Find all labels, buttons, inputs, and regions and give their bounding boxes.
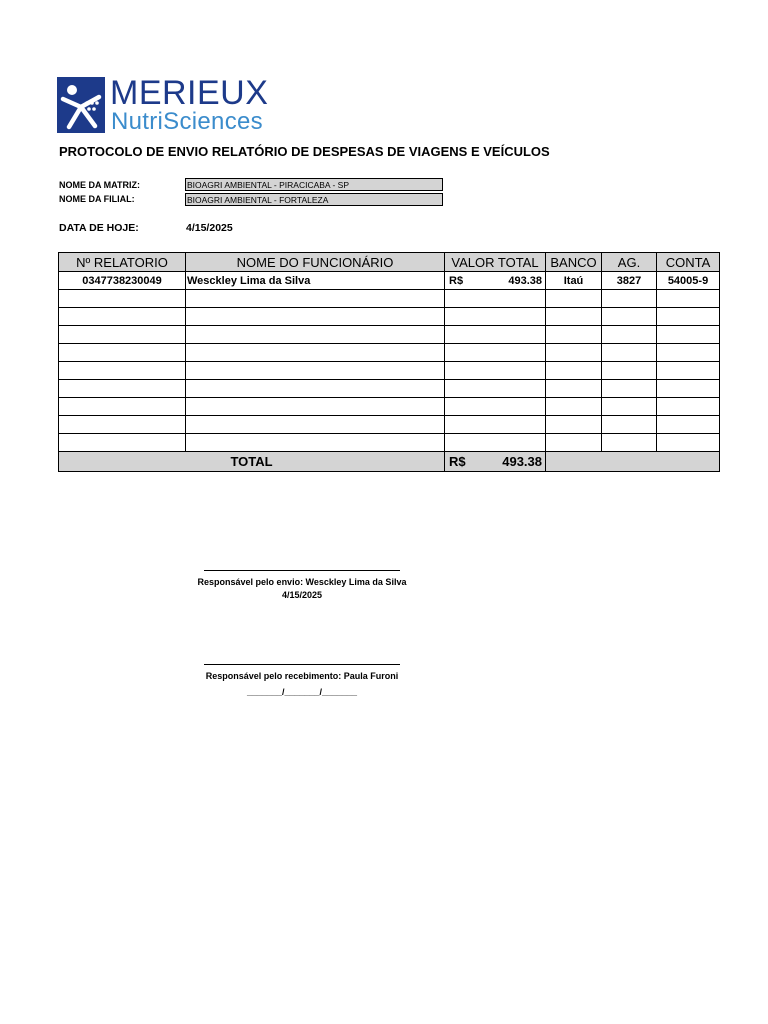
table-row-empty: [59, 344, 720, 362]
sender-signature-label: Responsável pelo envio: Wesckley Lima da Silva: [197, 577, 407, 587]
empty-cell: [59, 344, 186, 362]
matriz-value: BIOAGRI AMBIENTAL - PIRACICABA - SP: [185, 178, 443, 191]
empty-cell: [546, 290, 602, 308]
total-empty-cell: [546, 452, 720, 472]
empty-cell: [445, 416, 546, 434]
table-row-empty: [59, 362, 720, 380]
matriz-label: NOME DA MATRIZ:: [59, 180, 140, 190]
cell-relatorio: 0347738230049: [59, 272, 186, 290]
expense-table: [58, 252, 720, 472]
empty-cell: [186, 416, 445, 434]
empty-cell: [546, 434, 602, 452]
brand-line1: MERIEUX: [110, 74, 269, 112]
brand-line2: NutriSciences: [111, 108, 263, 135]
receiver-signature-date: _______/_______/_______: [246, 687, 358, 697]
empty-cell: [445, 398, 546, 416]
empty-cell: [657, 398, 720, 416]
sender-signature-line: [204, 570, 400, 571]
col-header-valor: VALOR TOTAL: [445, 253, 546, 272]
date-label: DATA DE HOJE:: [59, 222, 139, 234]
cell-funcionario: Wesckley Lima da Silva: [186, 272, 445, 290]
receiver-signature-label: Responsável pelo recebimento: Paula Furoni: [205, 671, 399, 681]
total-currency: R$: [449, 454, 466, 469]
document-title: PROTOCOLO DE ENVIO RELATÓRIO DE DESPESAS DE VIAGENS E VEÍCULOS: [59, 144, 550, 159]
empty-cell: [186, 290, 445, 308]
table-header-row: [59, 253, 720, 272]
cell-valor: [445, 272, 546, 290]
empty-cell: [657, 380, 720, 398]
empty-cell: [445, 380, 546, 398]
cell-amount: 493.38: [508, 274, 542, 287]
sender-signature-date: 4/15/2025: [281, 590, 323, 600]
empty-cell: [602, 416, 657, 434]
empty-cell: [186, 308, 445, 326]
empty-cell: [546, 326, 602, 344]
empty-cell: [59, 398, 186, 416]
empty-cell: [602, 398, 657, 416]
cell-currency: R$: [449, 274, 464, 287]
empty-cell: [445, 434, 546, 452]
empty-cell: [59, 362, 186, 380]
total-valor: [445, 452, 546, 472]
empty-cell: [186, 434, 445, 452]
empty-cell: [445, 362, 546, 380]
col-header-relatorio: Nº RELATORIO: [59, 253, 186, 272]
empty-cell: [657, 326, 720, 344]
empty-cell: [602, 344, 657, 362]
empty-cell: [59, 380, 186, 398]
empty-cell: [445, 308, 546, 326]
empty-cell: [602, 380, 657, 398]
table-row-empty: [59, 326, 720, 344]
empty-cell: [59, 326, 186, 344]
empty-cell: [186, 380, 445, 398]
empty-cell: [186, 326, 445, 344]
receiver-signature-line: [204, 664, 400, 665]
total-label: TOTAL: [59, 452, 445, 472]
empty-cell: [602, 308, 657, 326]
table-row-empty: [59, 290, 720, 308]
col-header-agencia: AG.: [602, 253, 657, 272]
cell-conta: 54005-9: [657, 272, 720, 290]
table-row-empty: [59, 416, 720, 434]
empty-cell: [186, 344, 445, 362]
empty-cell: [602, 290, 657, 308]
filial-value: BIOAGRI AMBIENTAL - FORTALEZA: [185, 193, 443, 206]
col-header-banco: BANCO: [546, 253, 602, 272]
empty-cell: [59, 416, 186, 434]
empty-cell: [546, 362, 602, 380]
empty-cell: [546, 308, 602, 326]
empty-cell: [657, 344, 720, 362]
empty-cell: [445, 326, 546, 344]
empty-cell: [59, 308, 186, 326]
empty-cell: [445, 344, 546, 362]
empty-cell: [546, 416, 602, 434]
empty-cell: [186, 398, 445, 416]
table-row-empty: [59, 308, 720, 326]
empty-cell: [186, 362, 445, 380]
empty-cell: [546, 344, 602, 362]
empty-cell: [602, 362, 657, 380]
filial-label: NOME DA FILIAL:: [59, 194, 135, 204]
empty-cell: [602, 434, 657, 452]
empty-cell: [657, 434, 720, 452]
merieux-logo-mark: [57, 77, 105, 133]
empty-cell: [546, 380, 602, 398]
total-amount: 493.38: [502, 454, 542, 469]
date-value: 4/15/2025: [186, 222, 233, 234]
table-row: [59, 272, 720, 290]
table-row-empty: [59, 398, 720, 416]
empty-cell: [657, 416, 720, 434]
empty-cell: [445, 290, 546, 308]
empty-cell: [602, 326, 657, 344]
empty-cell: [546, 398, 602, 416]
table-row-empty: [59, 434, 720, 452]
cell-banco: Itaú: [546, 272, 602, 290]
empty-cell: [59, 290, 186, 308]
cell-agencia: 3827: [602, 272, 657, 290]
col-header-conta: CONTA: [657, 253, 720, 272]
merieux-logo: [57, 74, 287, 135]
table-row-empty: [59, 380, 720, 398]
empty-cell: [59, 434, 186, 452]
empty-cell: [657, 290, 720, 308]
empty-cell: [657, 308, 720, 326]
total-row: [59, 452, 720, 472]
empty-cell: [657, 362, 720, 380]
col-header-funcionario: NOME DO FUNCIONÁRIO: [186, 253, 445, 272]
